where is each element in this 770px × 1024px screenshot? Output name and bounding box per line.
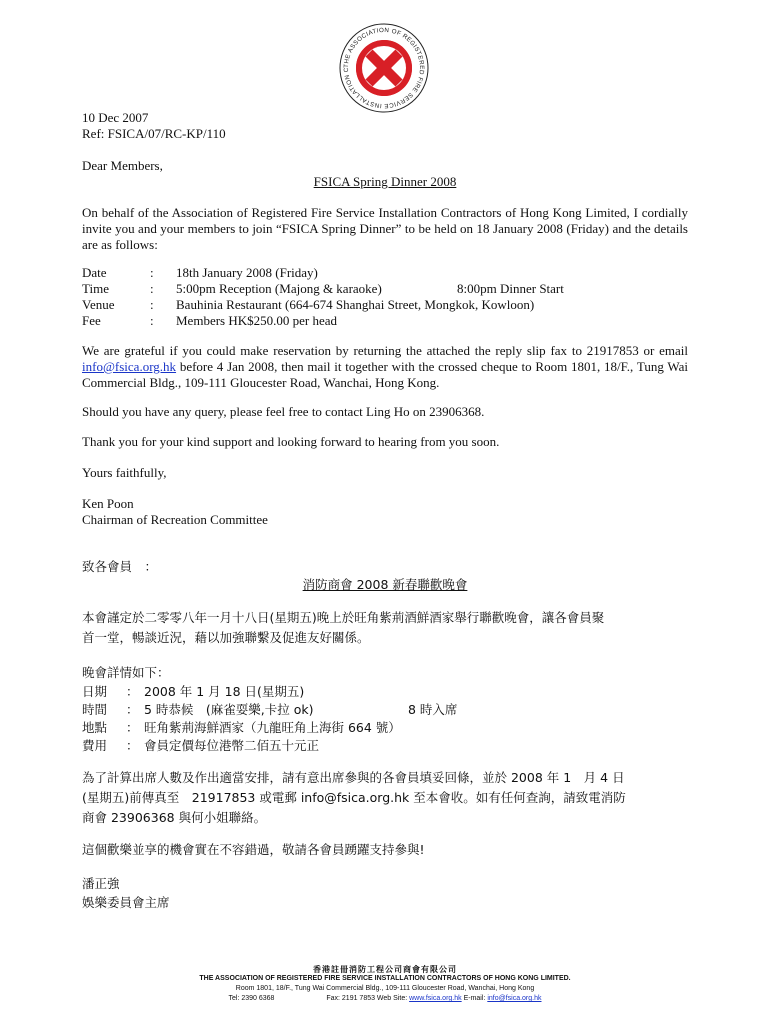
footer-org-en: THE ASSOCIATION OF REGISTERED FIRE SERVICE INSTALLATION CONTRACTORS OF HONG KONG LIMITED. [199,975,571,982]
zh-intro-line-2: 首一堂，暢談近況，藉以加強聯繫及促進友好關係。 [82,630,370,645]
detail-label: 日期 [82,684,108,699]
detail-value: Bauhinia Restaurant (664-674 Shanghai Street, Mongkok, Kowloon) [176,297,535,312]
reservation-text-pre: We are grateful if you could make reservation by returning the attached the reply slip fax to 21917853 or email [82,343,688,358]
detail-value: 5 時恭候 (麻雀耍樂,卡拉 ok) [144,702,314,717]
detail-label: Venue [82,297,115,312]
zh-details-heading: 晚會詳情如下： [82,665,170,680]
zh-intro-line-1: 本會謹定於二零零八年一月十八日(星期五)晚上於旺角紫荊酒鮮酒家舉行聯歡晚會，讓各會員聚 [82,610,605,625]
detail-colon: ： [126,738,139,753]
zh-salutation: 致各會員 ： [82,559,158,574]
signer-title: Chairman of Recreation Committee [82,512,268,527]
zh-encourage: 這個歡樂並享的機會實在不容錯過，敬請各會員踴躍支持參與! [82,842,425,857]
signer-name: Ken Poon [82,496,134,511]
email-link[interactable]: info@fsica.org.hk [82,359,177,374]
detail-value: 2008 年 1 月 18 日(星期五) [144,684,305,699]
footer-org-zh: 香港註冊消防工程公司商會有限公司 [313,965,457,974]
detail-value: 旺角紫荊海鮮酒家（九龍旺角上海街 664 號） [144,720,401,735]
zh-signer-name: 潘正強 [82,876,120,891]
zh-signer-title: 娛樂委員會主席 [82,895,170,910]
footer-fax-web-label: Fax: 2191 7853 Web Site: [326,995,410,1002]
detail-colon: : [150,281,154,296]
footer-contact [0,995,770,1002]
association-logo [336,20,432,116]
footer-email-label: E-mail: [461,995,488,1002]
zh-event-title: 消防商會 2008 新春聯歡晚會 [302,577,468,592]
letter-date: 10 Dec 2007 [82,110,149,125]
fire-seal-icon [336,20,432,116]
salutation: Dear Members, [82,158,163,173]
detail-label: Fee [82,313,101,328]
intro-paragraph: On behalf of the Association of Registered Fire Service Installation Contractors of Hong Kong Limited, I cordially invite you and your members to join “FSICA Spring Dinner” to be held on 18 January 2008 (Friday) and the details are as follows: [82,205,688,252]
detail-colon: : [150,297,154,312]
footer-tel: Tel: 2390 6368 [228,995,275,1002]
closing: Yours faithfully, [82,465,167,480]
detail-colon: ： [126,720,139,735]
detail-value: 18th January 2008 (Friday) [176,265,318,280]
query-paragraph: Should you have any query, please feel free to contact Ling Ho on 23906368. [82,404,485,419]
detail-extra: 8:00pm Dinner Start [457,281,564,296]
detail-colon: : [150,313,154,328]
detail-label: Date [82,265,107,280]
detail-colon: ： [126,684,139,699]
detail-label: 費用 [82,738,108,753]
footer-website-link[interactable]: www.fsica.org.hk [409,995,462,1002]
detail-label: 時間 [82,702,108,717]
detail-value: 會員定價每位港幣二佰五十元正 [144,738,320,753]
detail-label: Time [82,281,109,296]
thanks-paragraph: Thank you for your kind support and looking forward to hearing from you soon. [82,434,500,449]
logo-ring-text: THE ASSOCIATION OF REGISTERED FIRE SERVICE INSTALLATION C [342,26,426,110]
footer-email-link[interactable]: info@fsica.org.hk [487,995,542,1002]
detail-extra: 8 時入席 [408,702,458,717]
letter-reference: Ref: FSICA/07/RC-KP/110 [82,126,226,141]
zh-reply-line-1: 為了計算出席人數及作出適當安排，請有意出席參與的各會員填妥回條，並於 2008 年 1 月 4 日 [82,770,625,785]
detail-colon: ： [126,702,139,717]
reservation-paragraph [82,343,688,391]
detail-value: 5:00pm Reception (Majong & karaoke) [176,281,382,296]
reservation-text-post: before 4 Jan 2008, then mail it together with the crossed cheque to Room 1801, 18/F., Tung Wai Commercial Bldg., 109-111 Gloucester Road, Wanchai, Hong Kong. [82,359,688,390]
detail-colon: : [150,265,154,280]
event-title: FSICA Spring Dinner 2008 [313,174,457,189]
detail-label: 地點 [82,720,108,735]
footer-address: Room 1801, 18/F., Tung Wai Commercial Bldg., 109-111 Gloucester Road, Wanchai, Hong Kong [235,985,535,992]
zh-reply-line-3: 商會 23906368 與何小姐聯絡。 [82,810,267,825]
detail-value: Members HK$250.00 per head [176,313,338,328]
zh-reply-line-2: (星期五)前傳真至 21917853 或電郵 info@fsica.org.hk 至本會收。如有任何查詢，請致電消防 [82,790,626,805]
